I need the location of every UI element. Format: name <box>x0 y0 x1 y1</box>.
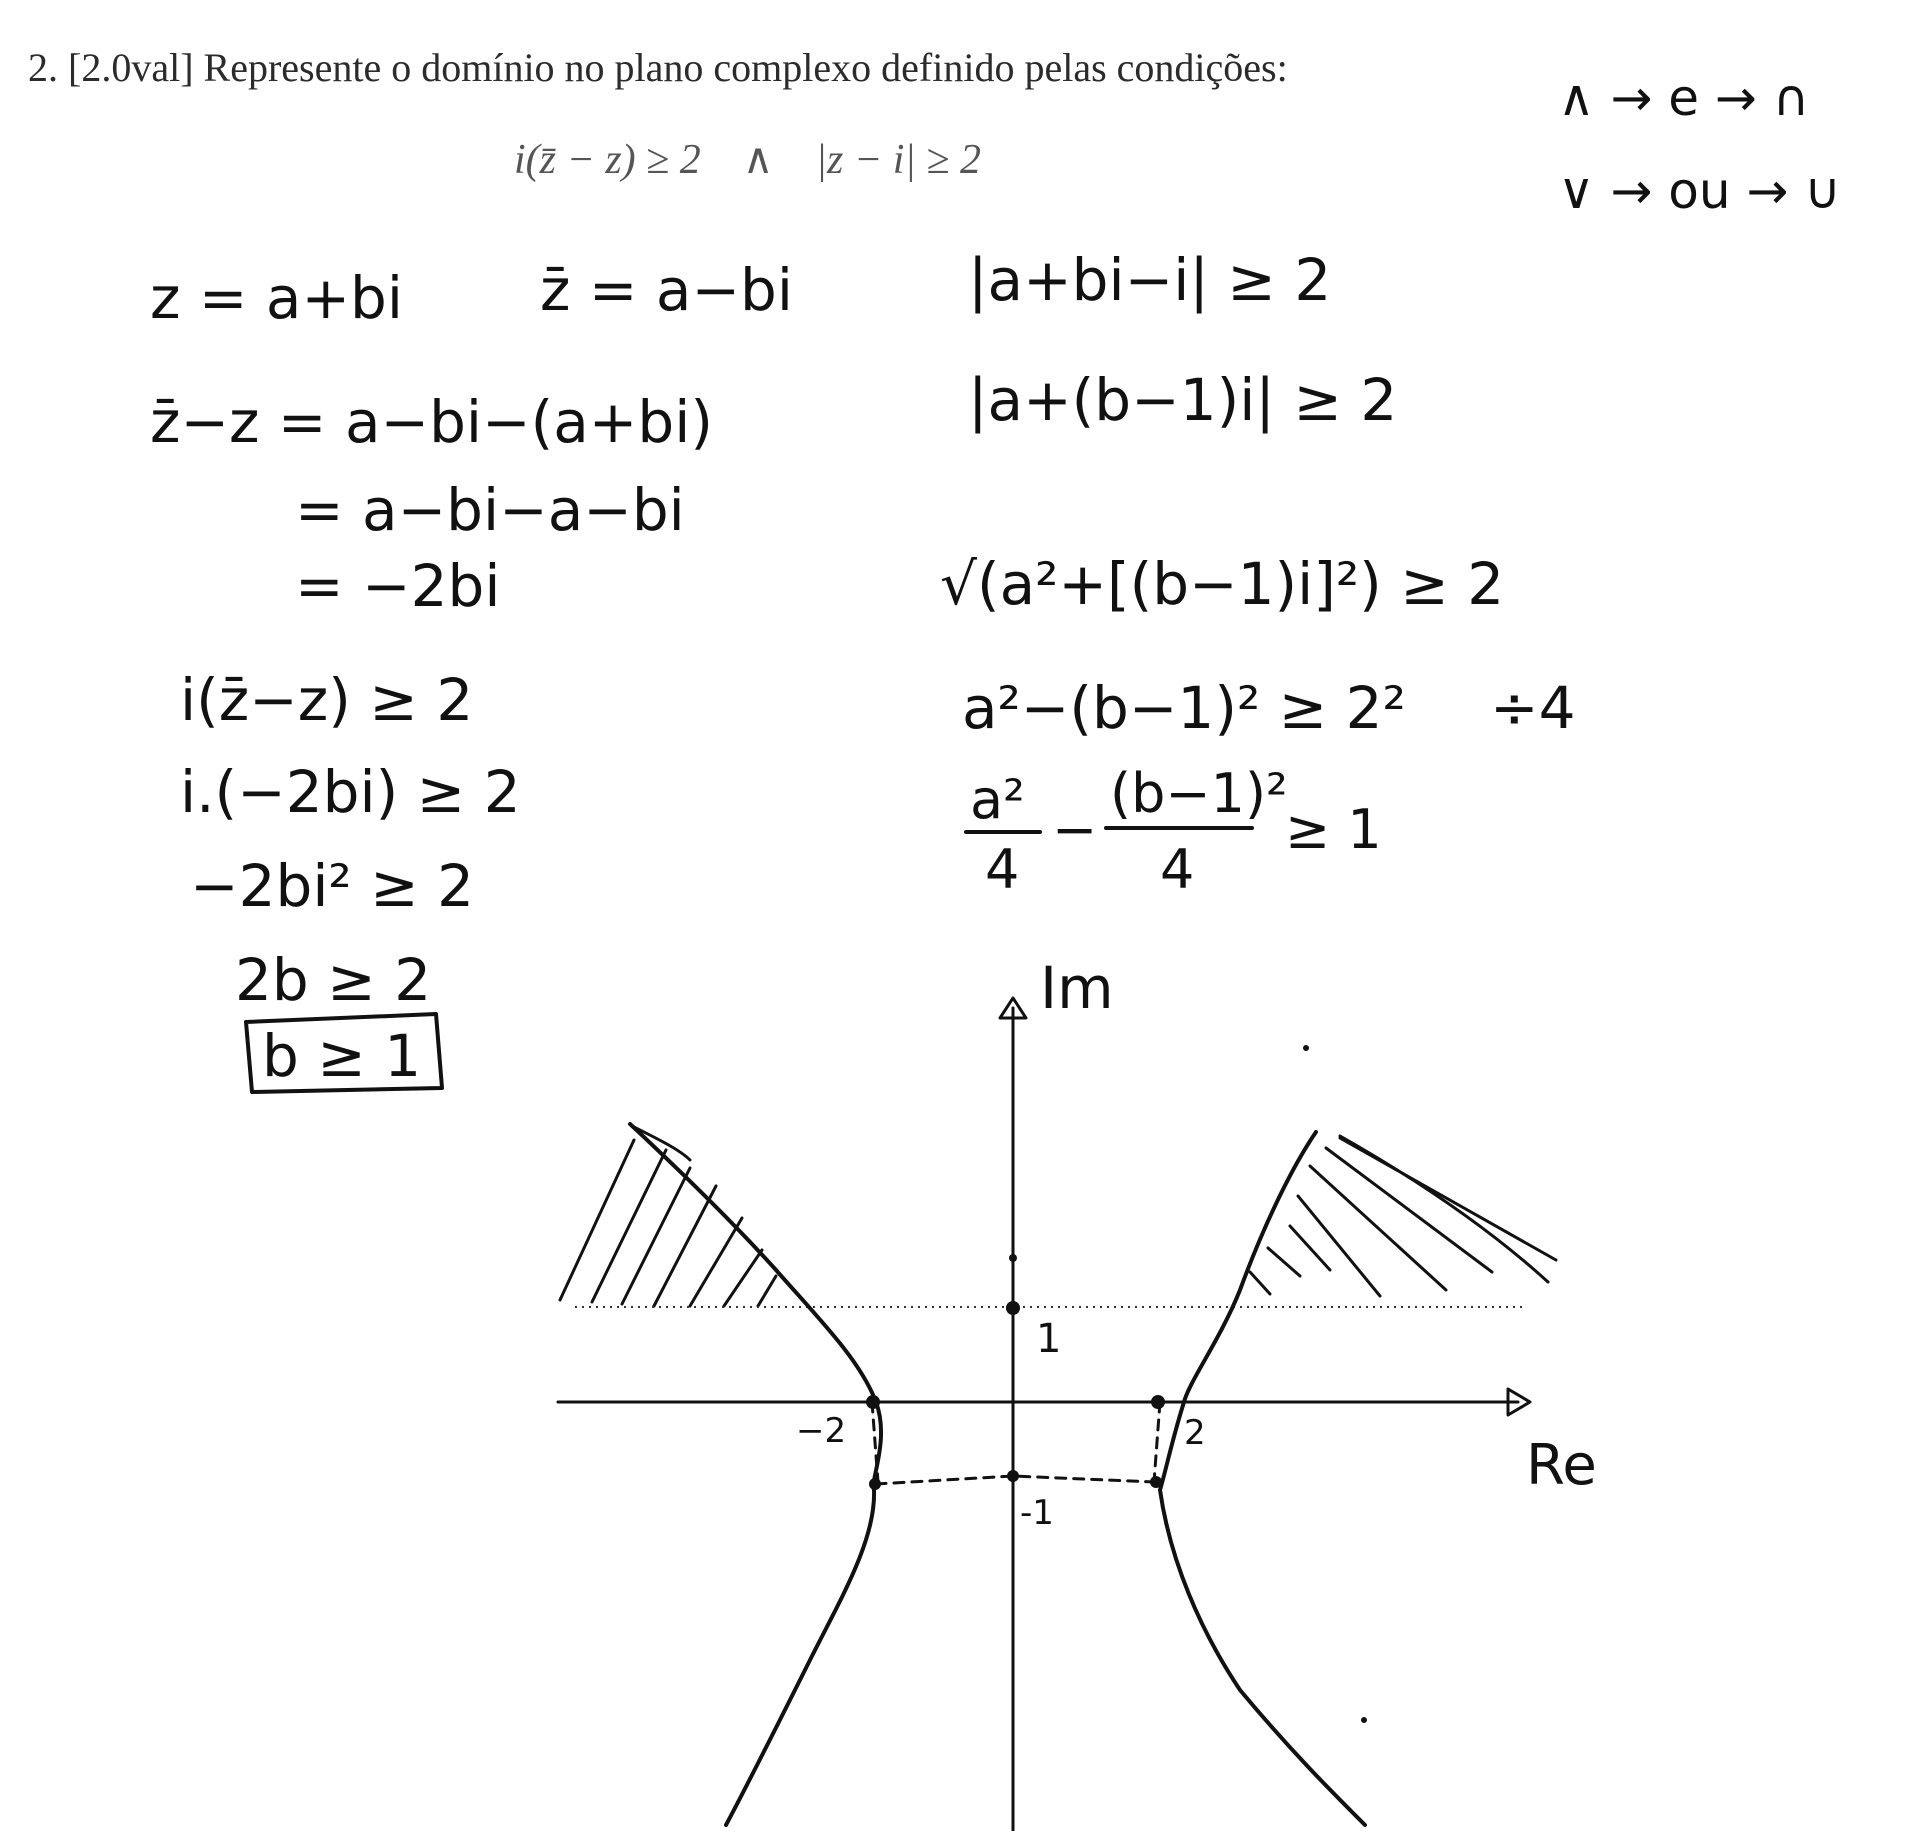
vertex-left <box>866 1395 880 1409</box>
problem-text: Represente o domínio no plano complexo definido pelas condições: <box>203 45 1288 90</box>
tick-2 <box>1009 1254 1017 1262</box>
left-step-4: i(z̄−z) ≥ 2 <box>180 666 474 734</box>
tick-label-1: 1 <box>1036 1316 1062 1362</box>
left-step-6: −2bi² ≥ 2 <box>190 852 475 920</box>
right-step-4-note: ÷4 <box>1490 674 1576 742</box>
hyperbola-left-branch <box>630 1124 881 1825</box>
fraction-1-denominator: 4 <box>985 838 1020 901</box>
fraction-2-denominator: 4 <box>1160 838 1195 901</box>
point-minus-i <box>1007 1470 1019 1482</box>
left-result: b ≥ 1 <box>262 1022 422 1090</box>
formula-left: i(z̄ − z) ≥ 2 <box>514 137 701 183</box>
hatch-left <box>560 1140 776 1306</box>
right-step-3: √(a²+[(b−1)i]²) ≥ 2 <box>940 550 1505 618</box>
fraction-minus: − <box>1052 798 1098 861</box>
corner-left <box>869 1478 881 1490</box>
tick-label-2: 2 <box>1184 1413 1206 1453</box>
left-step-3: = −2bi <box>295 552 501 620</box>
complex-plane-graph <box>558 954 1597 1831</box>
left-step-1: z̄−z = a−bi−(a+bi) <box>150 388 713 456</box>
right-step-4: a²−(b−1)² ≥ 2² <box>962 674 1406 742</box>
z-definition: z = a+bi <box>150 264 403 332</box>
vertex-right <box>1151 1395 1165 1409</box>
stray-dot-2 <box>1361 1717 1367 1723</box>
fraction-rhs: ≥ 1 <box>1285 798 1382 861</box>
zbar-definition: z̄ = a−bi <box>540 256 793 324</box>
right-step-1: |a+bi−i| ≥ 2 <box>968 246 1332 314</box>
hyperbola-right-branch <box>1160 1132 1365 1825</box>
left-step-7: 2b ≥ 2 <box>235 946 432 1014</box>
left-step-5: i.(−2bi) ≥ 2 <box>180 758 521 826</box>
right-step-2: |a+(b−1)i| ≥ 2 <box>968 366 1398 434</box>
point-i <box>1006 1301 1020 1315</box>
problem-points: [2.0val] <box>68 45 194 90</box>
formula-right: |z − i| ≥ 2 <box>815 137 981 183</box>
corner-right <box>1150 1476 1162 1488</box>
fraction-1-numerator: a² <box>970 768 1025 831</box>
formula-and: ∧ <box>742 137 774 183</box>
tick-label-neg-1: -1 <box>1020 1493 1054 1533</box>
tick-label-neg-2: −2 <box>796 1411 847 1451</box>
legend-or: ∨ → ou → ∪ <box>1558 162 1841 220</box>
stray-dot-1 <box>1303 1045 1309 1051</box>
axis-label-re: Re <box>1526 1433 1597 1498</box>
axis-label-im: Im <box>1040 954 1114 1022</box>
fraction-2-numerator: (b−1)² <box>1110 762 1288 825</box>
left-step-2: = a−bi−a−bi <box>295 476 685 544</box>
problem-number: 2. <box>28 45 58 90</box>
legend-and: ∧ → e → ∩ <box>1558 69 1810 127</box>
